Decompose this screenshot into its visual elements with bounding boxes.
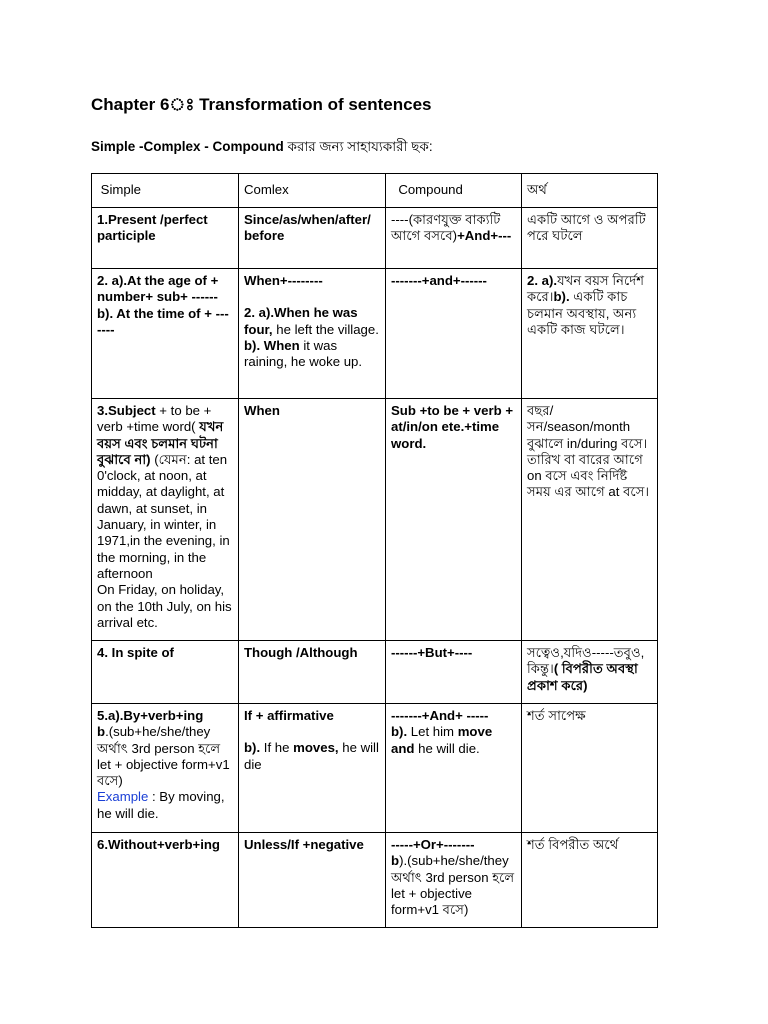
header-meaning: অর্থ	[522, 174, 658, 208]
cell-meaning: শর্ত বিপরীত অর্থে	[522, 833, 658, 928]
cell-simple: 5.a).By+verb+ing b.(sub+he/she/they অর্থাৎ 3rd person হলে let + objective form+v1 বসে) Example : By moving, he will die.	[92, 704, 239, 833]
table-row	[92, 833, 658, 928]
cell-compound: -------+And+ ----- b). Let him move and he will die.	[386, 704, 522, 833]
table-row	[92, 704, 658, 833]
example-label: Example	[97, 789, 149, 805]
table-row	[92, 208, 658, 269]
header-compound: Compound	[386, 174, 522, 208]
cell-compound: -----+Or+------- b).(sub+he/she/they অর্থাৎ 3rd person হলে let + objective form+v1 বসে)	[386, 833, 522, 928]
cell-complex: When+-------- 2. a).When he was four, he left the village. b). When it was raining, he woke up.	[239, 269, 386, 399]
cell-meaning: বছর/সন/season/month বুঝালে in/during বসে। তারিখ বা বারের আগে on বসে এবং নির্দিষ্ট সময় এর আগে at বসে।	[522, 399, 658, 641]
cell-simple: 2. a).At the age of + number+ sub+ ------ b). At the time of + -------	[92, 269, 239, 399]
cell-complex: If + affirmative b). If he moves, he will die	[239, 704, 386, 833]
cell-meaning: শর্ত সাপেক্ষ	[522, 704, 658, 833]
table-row	[92, 399, 658, 641]
table-row	[92, 641, 658, 704]
cell-compound: ----(কারণযুক্ত বাক্যটি আগে বসবে)+And+---	[386, 208, 522, 269]
cell-compound: Sub +to be + verb + at/in/on ete.+time word.	[386, 399, 522, 641]
cell-meaning: সত্বেও,যদিও-----তবুও, কিন্তু।( বিপরীত অবস্থা প্রকাশ করে)	[522, 641, 658, 704]
cell-simple: 3.Subject + to be + verb +time word( যখন বয়স এবং চলমান ঘটনা বুঝাবে না) (যেমন: at ten 0'clock, at noon, at midday, at daylight, at dawn, at sunset, in January, in winter, in 1971,in the evening, in the morning, in the afternoon On Friday, on holiday, on the 10th July, on his arrival etc.	[92, 399, 239, 641]
header-complex: Comlex	[239, 174, 386, 208]
cell-complex: Since/as/when/after/ before	[239, 208, 386, 269]
cell-meaning: 2. a).যখন বয়স নির্দেশ করে।b). একটি কাচ চলমান অবস্থায়, অন্য একটি কাজ ঘটলে।	[522, 269, 658, 399]
cell-compound: -------+and+------	[386, 269, 522, 399]
cell-compound: ------+But+----	[386, 641, 522, 704]
page-title: Chapter 6ঃ Transformation of sentences	[91, 95, 432, 114]
cell-complex: When	[239, 399, 386, 641]
cell-complex: Unless/If +negative	[239, 833, 386, 928]
cell-simple: 1.Present /perfect participle	[92, 208, 239, 269]
intro-bold: Simple -Complex - Compound	[91, 139, 284, 154]
cell-simple: 6.Without+verb+ing	[92, 833, 239, 928]
table-row	[92, 269, 658, 399]
transformation-table	[91, 173, 658, 928]
cell-simple: 4. In spite of	[92, 641, 239, 704]
intro-rest: করার জন্য সাহায্যকারী ছক:	[283, 139, 433, 154]
cell-meaning: একটি আগে ও অপরটি পরে ঘটলে	[522, 208, 658, 269]
table-header-row	[92, 174, 658, 208]
header-simple: Simple	[92, 174, 239, 208]
cell-complex: Though /Although	[239, 641, 386, 704]
intro-line	[91, 136, 433, 159]
